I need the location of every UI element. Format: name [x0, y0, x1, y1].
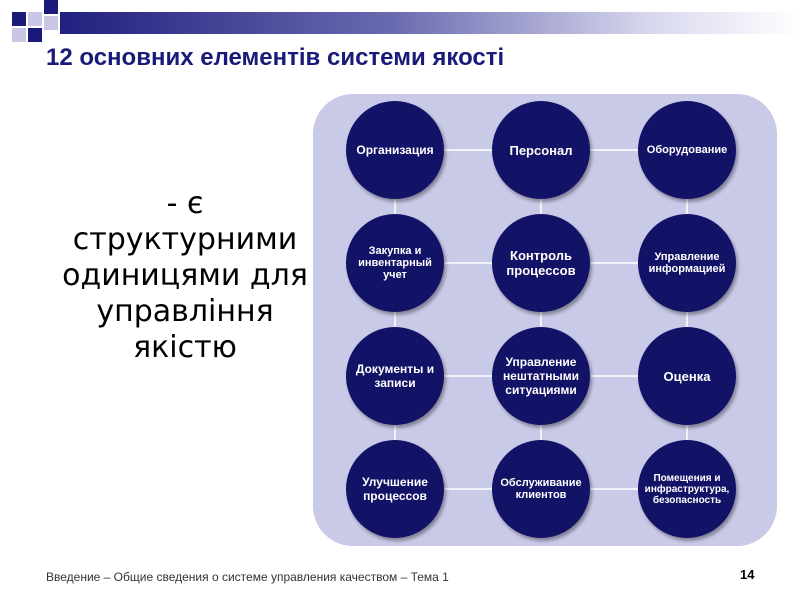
node-process-control: Контроль процессов — [492, 214, 590, 312]
node-information-management: Управление информацией — [638, 214, 736, 312]
node-facilities: Помещения и инфраструктура, безопасность — [638, 440, 736, 538]
node-assessment: Оценка — [638, 327, 736, 425]
node-equipment: Оборудование — [638, 101, 736, 199]
node-nonconformance: Управление нештатными ситуациями — [492, 327, 590, 425]
node-organization: Организация — [346, 101, 444, 199]
node-purchasing: Закупка и инвентарный учет — [346, 214, 444, 312]
node-personnel: Персонал — [492, 101, 590, 199]
footer-caption: Введение – Общие сведения о системе управления качеством – Тема 1 — [46, 570, 449, 584]
page-number: 14 — [740, 567, 755, 582]
node-documents: Документы и записи — [346, 327, 444, 425]
slide-title: 12 основних елементів системи якості — [46, 44, 505, 71]
side-description: - є структурними одиницями для управління якістю — [62, 186, 308, 365]
node-customer-service: Обслуживание клиентов — [492, 440, 590, 538]
node-process-improvement: Улучшение процессов — [346, 440, 444, 538]
